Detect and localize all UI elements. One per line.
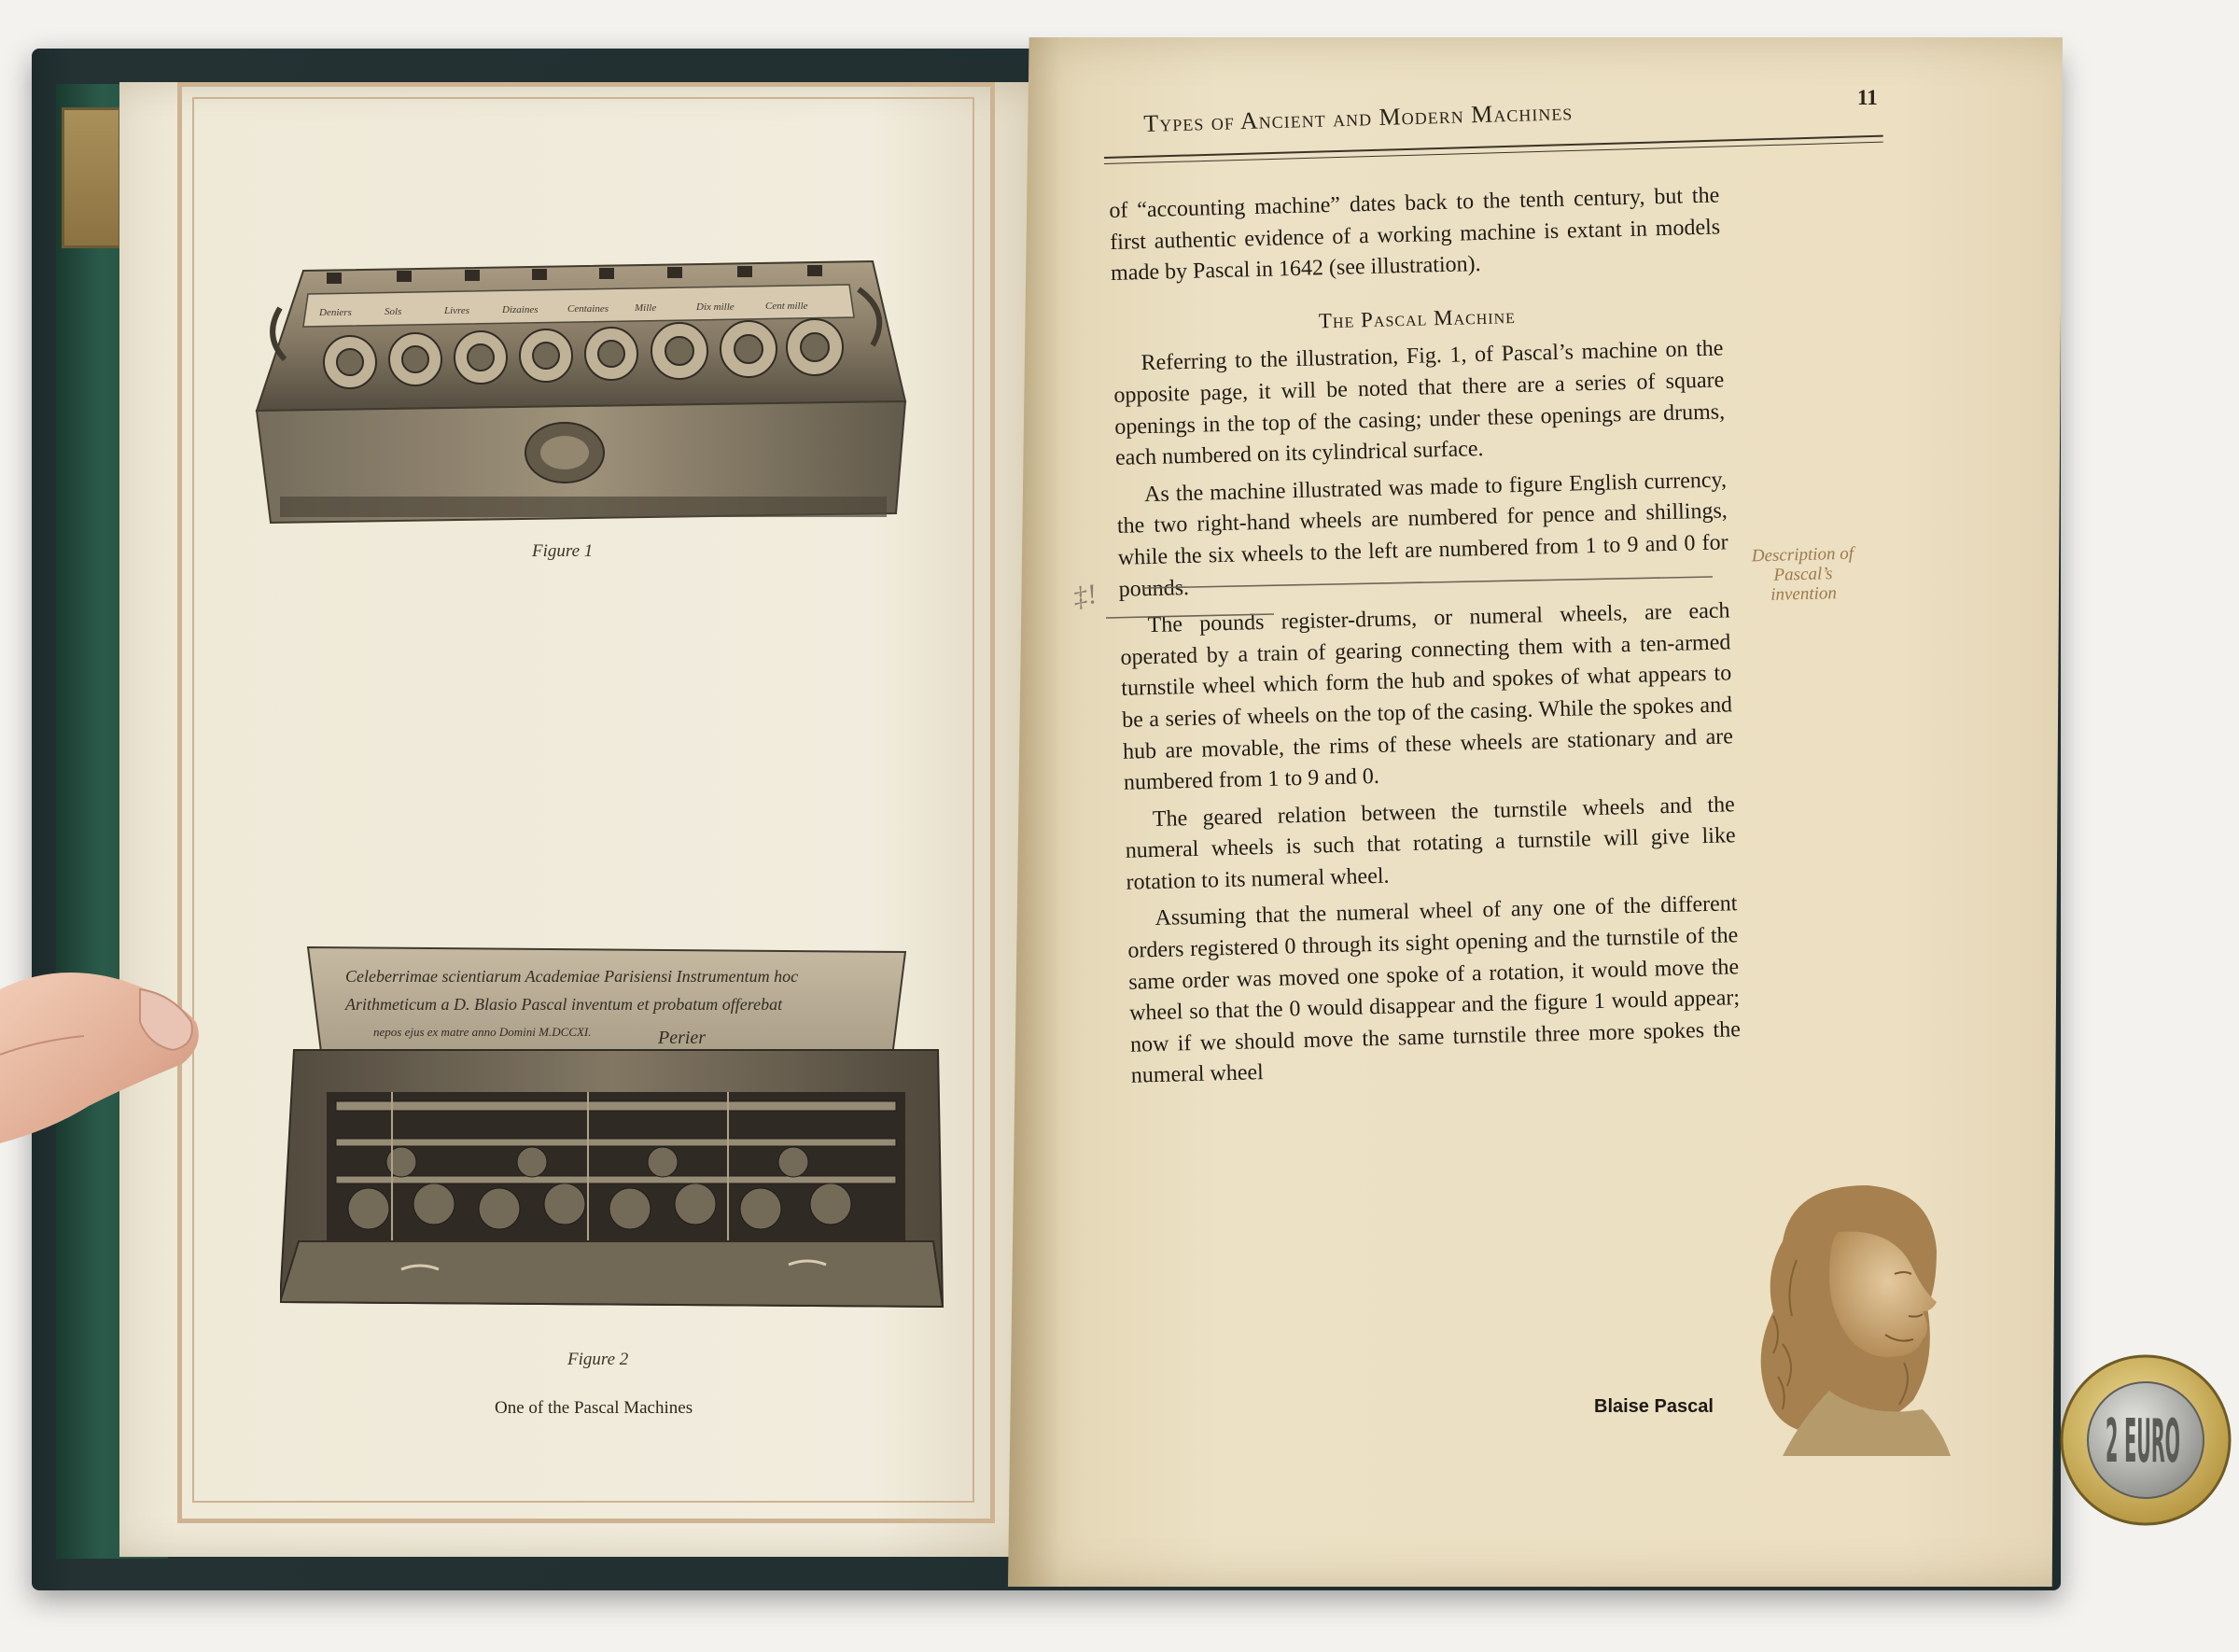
figure-2-photo (280, 943, 961, 1335)
two-euro-coin (2057, 1351, 2234, 1529)
running-head: Types of Ancient and Modern Machines (1143, 98, 1574, 137)
paragraph: The geared relation between the turnstile wheels and the numeral wheels is such that rotating a turnstile will give like rotation to its numeral wheel. (1125, 791, 1736, 895)
figure-1-photo (252, 252, 924, 532)
spine-label (62, 107, 121, 248)
fig1-label: Sols (385, 306, 402, 317)
paragraph: Assuming that the numeral wheel of any one of the different orders registered 0 through its sight opening and the turnstile of the same order was moved one spoke of a rotation, it would move the wheel so that the 0 would disappear and the figure 1 would appear; now if we should move the same turnstile three more spokes the numeral wheel (1127, 891, 1742, 1089)
fig1-label: Centaines (567, 303, 609, 315)
page-number: 11 (1857, 86, 1878, 109)
paragraph: of “accounting machine” dates back to the tenth century, but the first authentic evidence of a working machine is extant in models made by Pascal in 1642 (see illustration). (1109, 183, 1721, 287)
fig1-label: Dix mille (696, 301, 735, 313)
pencil-annotation: ‡! (1070, 578, 1100, 614)
fig1-label: Mille (635, 302, 657, 314)
coin-text: 2 EURO (2106, 1407, 2180, 1477)
fig1-label: Deniers (319, 307, 352, 318)
fig1-label: Dizaines (502, 304, 539, 315)
hand (0, 952, 215, 1213)
lid-line: Arithmeticum a D. Blasio Pascal inventum et probatum offerebat (345, 995, 783, 1014)
paragraph: The pounds register-drums, or numeral wheels, are each operated by a train of gearing connecting them with a ten-armed turnstile wheel which form the hub and spokes of what appears to be a series of wheels on the top of the casing. While the spokes and hub are movable, the rims of these wheels are stationary and are numbered from 1 to 9 and 0. (1120, 598, 1734, 795)
lid-line: Celeberrimae scientiarum Academiae Parisiensi Instrumentum hoc (345, 967, 799, 986)
margin-note: Description of Pascal’s invention (1751, 543, 1854, 605)
paragraph: Referring to the illustration, Fig. 1, of Pascal’s machine on the opposite page, it will be noted that there are a series of square openings in the top of the casing; under these openings are drums, each numbered on its cylindrical surface. (1113, 336, 1726, 471)
pascal-portrait (1745, 1176, 1960, 1456)
portrait-caption: Blaise Pascal (1594, 1396, 1714, 1417)
section-title: The Pascal Machine (1318, 303, 1517, 333)
figure-2-caption: Figure 2 (567, 1350, 629, 1369)
lid-line: nepos ejus ex matre anno Domini M.DCCXI. (373, 1025, 592, 1039)
figure-1-caption: Figure 1 (532, 541, 594, 561)
lid-line: Perier (658, 1028, 707, 1048)
pencil-underline (1106, 560, 1722, 644)
plate-caption: One of the Pascal Machines (495, 1398, 693, 1418)
paragraph: As the machine illustrated was made to figure English currency, the two right-hand wheels are numbered for pence and shillings, while the six wheels to the left are numbered from 1 to 9 and 0 for pounds. (1116, 468, 1728, 602)
fig1-label: Cent mille (765, 301, 808, 312)
fig1-label: Livres (444, 305, 470, 316)
